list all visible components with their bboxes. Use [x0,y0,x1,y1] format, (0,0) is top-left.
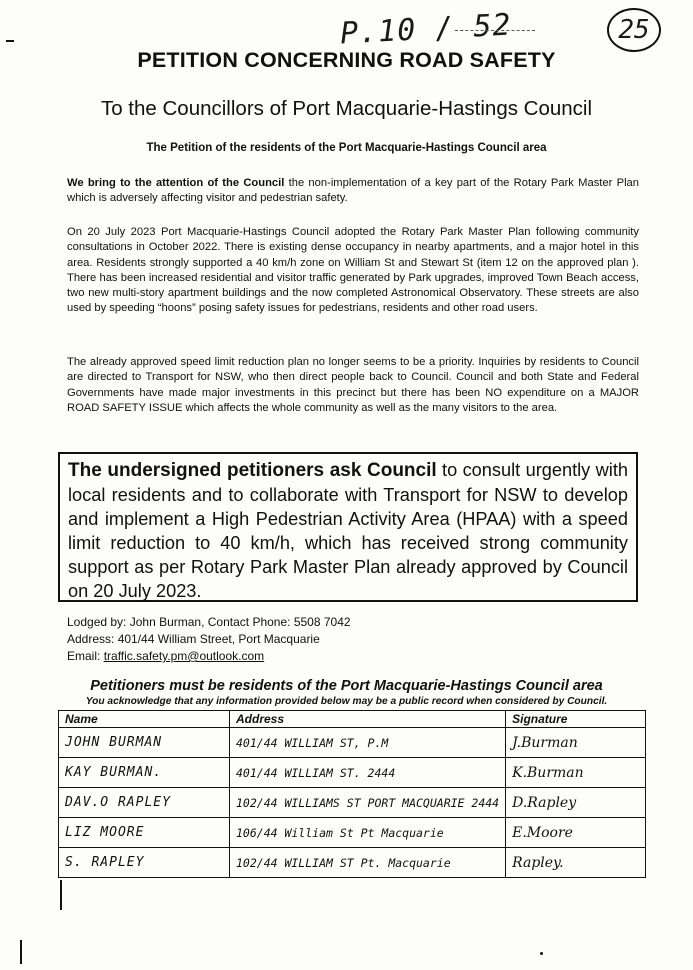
petitioner-address: 401/44 WILLIAM ST, P.M [230,728,506,758]
scan-mark [20,940,22,964]
table-row [59,788,646,818]
petitioner-address: 401/44 WILLIAM ST. 2444 [230,758,506,788]
petitioner-signature: E.Moore [506,818,646,848]
intro-bold-text: We bring to the attention of the Council [67,177,285,189]
request-text: to consult urgently with local residents and to collaborate with Transport for NSW to develop and implement a High Pedestrian Activity Area (HPAA) with a speed limit reduction to 40 km/h, which has received strong community support as per Rotary Park Master Plan already approved by Council on 20 July 2023. [68,460,628,601]
table-row [59,848,646,878]
scan-mark [60,880,62,910]
petitioner-name: JOHN BURMAN [59,728,230,758]
column-header-name: Name [59,711,230,728]
table-header-row [59,711,646,728]
circled-page-number: 25 [607,8,661,52]
signature-table [58,710,646,878]
intro-paragraph [67,176,639,207]
table-row [59,818,646,848]
table-row [59,728,646,758]
petitioners-heading: Petitioners must be residents of the Port Macquarie-Hastings Council area [90,678,603,694]
column-header-address: Address [230,711,506,728]
intro-text: the non-implementation of a key part of the Rotary Park Master Plan which is adversely affecting visitor and pedestrian safety. [67,177,640,205]
scan-mark [540,952,543,955]
petition-request-box [58,452,638,602]
column-header-signature: Signature [506,711,646,728]
public-record-note: You acknowledge that any information provided below may be a public record when considered by Council. [85,696,608,707]
petitioner-address: 106/44 William St Pt Macquarie [230,818,506,848]
petitioner-signature: D.Rapley [506,788,646,818]
email-label: Email: [67,649,104,663]
petition-subheading: The Petition of the residents of the Port Macquarie-Hastings Council area [146,142,547,154]
lodged-by: Lodged by: John Burman, Contact Phone: 5508 7042 [67,615,351,629]
background-paragraph: On 20 July 2023 Port Macquarie-Hastings Council adopted the Rotary Park Master Plan following community consultations in October 2022. There is existing dense occupancy in nearby apartments, and a major hotel in this area. Residents strongly supported a 40 km/h zone on William St and Stewart St (item 12 on the approved plan ). There has been increased residential and visitor traffic generated by Park upgrades, improved Town Beach access, two new multi-story apartment buildings and the now completed Astronomical Observatory. These streets are also used by speeding “hoons” posing safety issues for pedestrians, residents and other road users. [67,226,639,315]
request-lead-text: The undersigned petitioners ask Council [68,460,437,481]
contact-details [67,614,351,665]
petitioner-name: LIZ MOORE [59,818,230,848]
petitioner-name: DAV.O RAPLEY [59,788,230,818]
contact-email: traffic.safety.pm@outlook.com [103,649,265,663]
petition-addressee: To the Councillors of Port Macquarie-Hastings Council [100,97,593,120]
petitioner-signature: Rapley. [506,848,646,878]
petitioner-address: 102/44 WILLIAM ST Pt. Macquarie [230,848,506,878]
handwritten-page-reference: P.10 / 52 [339,7,513,52]
petitioner-signature: K.Burman [506,758,646,788]
petitioner-name: KAY BURMAN. [59,758,230,788]
petitioner-signature: J.Burman [506,728,646,758]
table-row [59,758,646,788]
contact-email-line [67,648,351,665]
scan-mark [6,40,14,42]
petitioner-address: 102/44 WILLIAMS ST PORT MACQUARIE 2444 [230,788,506,818]
petition-title: PETITION CONCERNING ROAD SAFETY [137,48,556,72]
priority-paragraph: The already approved speed limit reduction plan no longer seems to be a priority. Inquiries by residents to Council are directed to Transport for NSW, who then direct people back to Council. Council and both State and Federal Governments have made major investments in this precinct but there has been NO expenditure on a MAJOR ROAD SAFETY ISSUE which affects the whole community as well as the many visitors to the area. [67,356,639,414]
dashed-line [455,30,535,31]
contact-address: Address: 401/44 William Street, Port Macquarie [67,632,320,646]
petitioner-name: S. RAPLEY [59,848,230,878]
